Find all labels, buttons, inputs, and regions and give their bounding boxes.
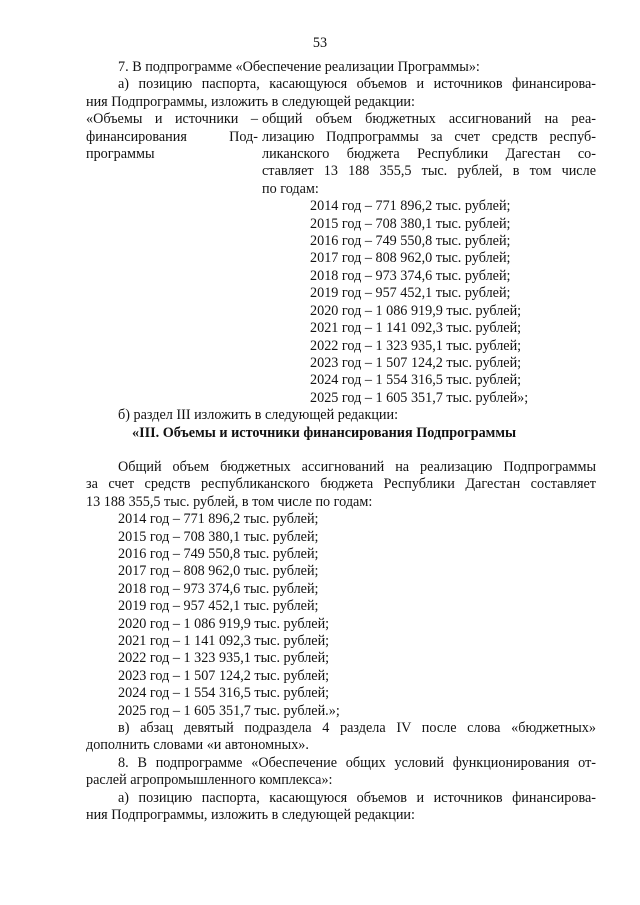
passport-label-line2: финансирования Под- — [86, 128, 258, 145]
passport-year-row: 2022 год – 1 323 935,1 тыс. рублей; — [310, 337, 522, 354]
body-year-row: 2022 год – 1 323 935,1 тыс. рублей; — [118, 650, 330, 667]
section8-item-a-line1: а) позицию паспорта, касающуюся объемов и источников финансирова- — [118, 789, 596, 806]
body-year-row: 2015 год – 708 380,1 тыс. рублей; — [118, 528, 319, 545]
page-number: 53 — [312, 35, 328, 51]
passport-year-row: 2019 год – 957 452,1 тыс. рублей; — [310, 285, 511, 302]
section8-title-line2: раслей агропромышленного комплекса»: — [86, 772, 333, 789]
body-line3: 13 188 355,5 тыс. рублей, в том числе по годам: — [86, 493, 373, 510]
body-year-row: 2024 год – 1 554 316,5 тыс. рублей; — [118, 685, 330, 702]
passport-value-cell — [262, 111, 596, 407]
passport-year-row: 2024 год – 1 554 316,5 тыс. рублей; — [310, 372, 522, 389]
passport-year-row: 2025 год – 1 605 351,7 тыс. рублей»; — [310, 389, 529, 406]
section7-item-a-line1: а) позицию паспорта, касающуюся объемов и источников финансирова- — [118, 76, 596, 93]
passport-text-line4: ставляет 13 188 355,5 тыс. рублей, в том числе — [262, 163, 596, 180]
body-line2: за счет средств республиканского бюджета Республики Дагестан составляет — [86, 476, 596, 493]
passport-label-line1: «Объемы и источники – — [86, 111, 258, 128]
section7-item-a-line2: ния Подпрограммы, изложить в следующей редакции: — [86, 93, 415, 110]
passport-year-row: 2014 год – 771 896,2 тыс. рублей; — [310, 198, 511, 215]
body-year-row: 2017 год – 808 962,0 тыс. рублей; — [118, 563, 319, 580]
passport-year-row: 2021 год – 1 141 092,3 тыс. рублей; — [310, 320, 522, 337]
body-line1: Общий объем бюджетных ассигнований на реализацию Подпрограммы — [118, 458, 596, 475]
section7-item-c-line2: дополнить словами «и автономных». — [86, 737, 309, 754]
passport-label-cell — [86, 111, 262, 407]
passport-text-line1: общий объем бюджетных ассигнований на реа- — [262, 111, 596, 128]
body-year-row: 2020 год – 1 086 919,9 тыс. рублей; — [118, 615, 330, 632]
section8-item-a-line2: ния Подпрограммы, изложить в следующей редакции: — [86, 807, 415, 824]
section7-item-b: б) раздел III изложить в следующей редакции: — [118, 407, 399, 424]
passport-label-line3: программы — [86, 146, 155, 163]
passport-year-row: 2015 год – 708 380,1 тыс. рублей; — [310, 215, 511, 232]
section7-item-c-line1: в) абзац девятый подраздела 4 раздела IV после слова «бюджетных» — [118, 720, 596, 737]
section7-title: 7. В подпрограмме «Обеспечение реализации Программы»: — [118, 59, 480, 75]
passport-table — [86, 111, 596, 407]
body-year-row: 2014 год – 771 896,2 тыс. рублей; — [118, 511, 319, 528]
passport-year-row: 2018 год – 973 374,6 тыс. рублей; — [310, 267, 511, 284]
body-year-row: 2019 год – 957 452,1 тыс. рублей; — [118, 598, 319, 615]
passport-year-row: 2020 год – 1 086 919,9 тыс. рублей; — [310, 302, 522, 319]
body-year-row: 2016 год – 749 550,8 тыс. рублей; — [118, 545, 319, 562]
body-year-row: 2023 год – 1 507 124,2 тыс. рублей; — [118, 667, 330, 684]
passport-year-row: 2017 год – 808 962,0 тыс. рублей; — [310, 250, 511, 267]
body-year-row: 2018 год – 973 374,6 тыс. рублей; — [118, 580, 319, 597]
body-year-row: 2025 год – 1 605 351,7 тыс. рублей.»; — [118, 702, 340, 719]
document-content — [86, 59, 596, 824]
passport-text-line2: лизацию Подпрограммы за счет средств респуб- — [262, 128, 596, 145]
passport-text-line3: ликанского бюджета Республики Дагестан со- — [262, 146, 596, 163]
passport-year-row: 2023 год – 1 507 124,2 тыс. рублей; — [310, 354, 522, 371]
passport-text-line5: по годам: — [262, 180, 319, 197]
section-heading: «III. Объемы и источники финансирования Подпрограммы — [132, 424, 517, 441]
section8-title-line1: 8. В подпрограмме «Обеспечение общих условий функционирования от- — [118, 754, 596, 771]
passport-years-list — [262, 198, 596, 407]
passport-year-row: 2016 год – 749 550,8 тыс. рублей; — [310, 233, 511, 250]
body-year-row: 2021 год – 1 141 092,3 тыс. рублей; — [118, 633, 330, 649]
body-years-list — [86, 511, 596, 720]
spacer — [86, 442, 596, 459]
